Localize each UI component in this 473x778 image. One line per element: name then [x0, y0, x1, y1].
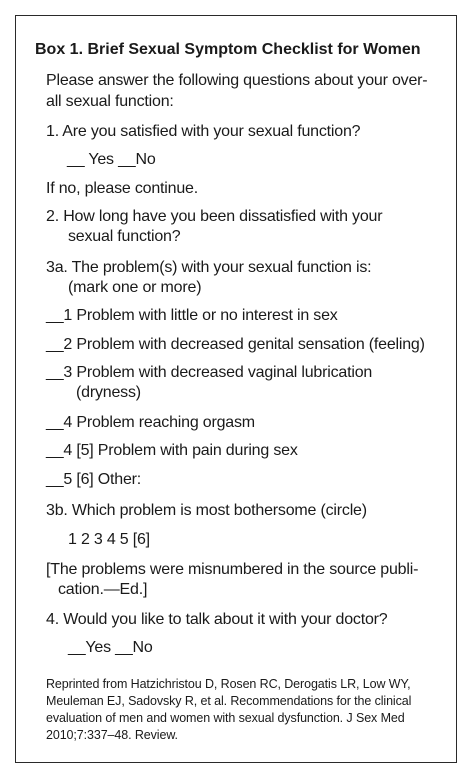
- option-1: __1 Problem with little or no interest in sex: [46, 307, 338, 324]
- box-title: Box 1. Brief Sexual Symptom Checklist for Women: [35, 41, 421, 58]
- editor-note-line-1: [The problems were misnumbered in the source publi-: [46, 561, 419, 578]
- question-4: 4. Would you like to talk about it with your doctor?: [46, 611, 388, 628]
- editor-note-line-2: cation.—Ed.]: [58, 581, 148, 598]
- option-4: __4 Problem reaching orgasm: [46, 414, 255, 431]
- question-3a-line-2: (mark one or more): [68, 279, 202, 296]
- intro-line-1: Please answer the following questions about your over-: [46, 72, 428, 89]
- option-3: __3 Problem with decreased vaginal lubrication: [46, 364, 373, 381]
- question-1: 1. Are you satisfied with your sexual function?: [46, 123, 361, 140]
- option-6: __5 [6] Other:: [46, 471, 142, 488]
- question-3a-line-1: 3a. The problem(s) with your sexual function is:: [46, 259, 372, 276]
- option-3-continued: (dryness): [76, 384, 141, 401]
- option-5: __4 [5] Problem with pain during sex: [46, 442, 298, 459]
- question-1-answer: __ Yes __No: [67, 151, 156, 168]
- question-2-line-1: 2. How long have you been dissatisfied with your: [46, 208, 383, 225]
- citation-line-2: Meuleman EJ, Sadovsky R, et al. Recommendations for the clinical: [46, 694, 412, 708]
- citation-line-1: Reprinted from Hatzichristou D, Rosen RC, Derogatis LR, Low WY,: [46, 677, 411, 691]
- if-no-instruction: If no, please continue.: [46, 180, 198, 197]
- option-2: __2 Problem with decreased genital sensation (feeling): [46, 336, 425, 353]
- citation-line-4: 2010;7:337–48. Review.: [46, 728, 178, 742]
- citation-line-3: evaluation of men and women with sexual dysfunction. J Sex Med: [46, 711, 405, 725]
- question-4-answer: __Yes __No: [68, 639, 153, 656]
- question-3b-choices: 1 2 3 4 5 [6]: [68, 531, 150, 548]
- intro-line-2: all sexual function:: [46, 93, 174, 110]
- question-2-line-2: sexual function?: [68, 228, 181, 245]
- question-3b: 3b. Which problem is most bothersome (circle): [46, 502, 367, 519]
